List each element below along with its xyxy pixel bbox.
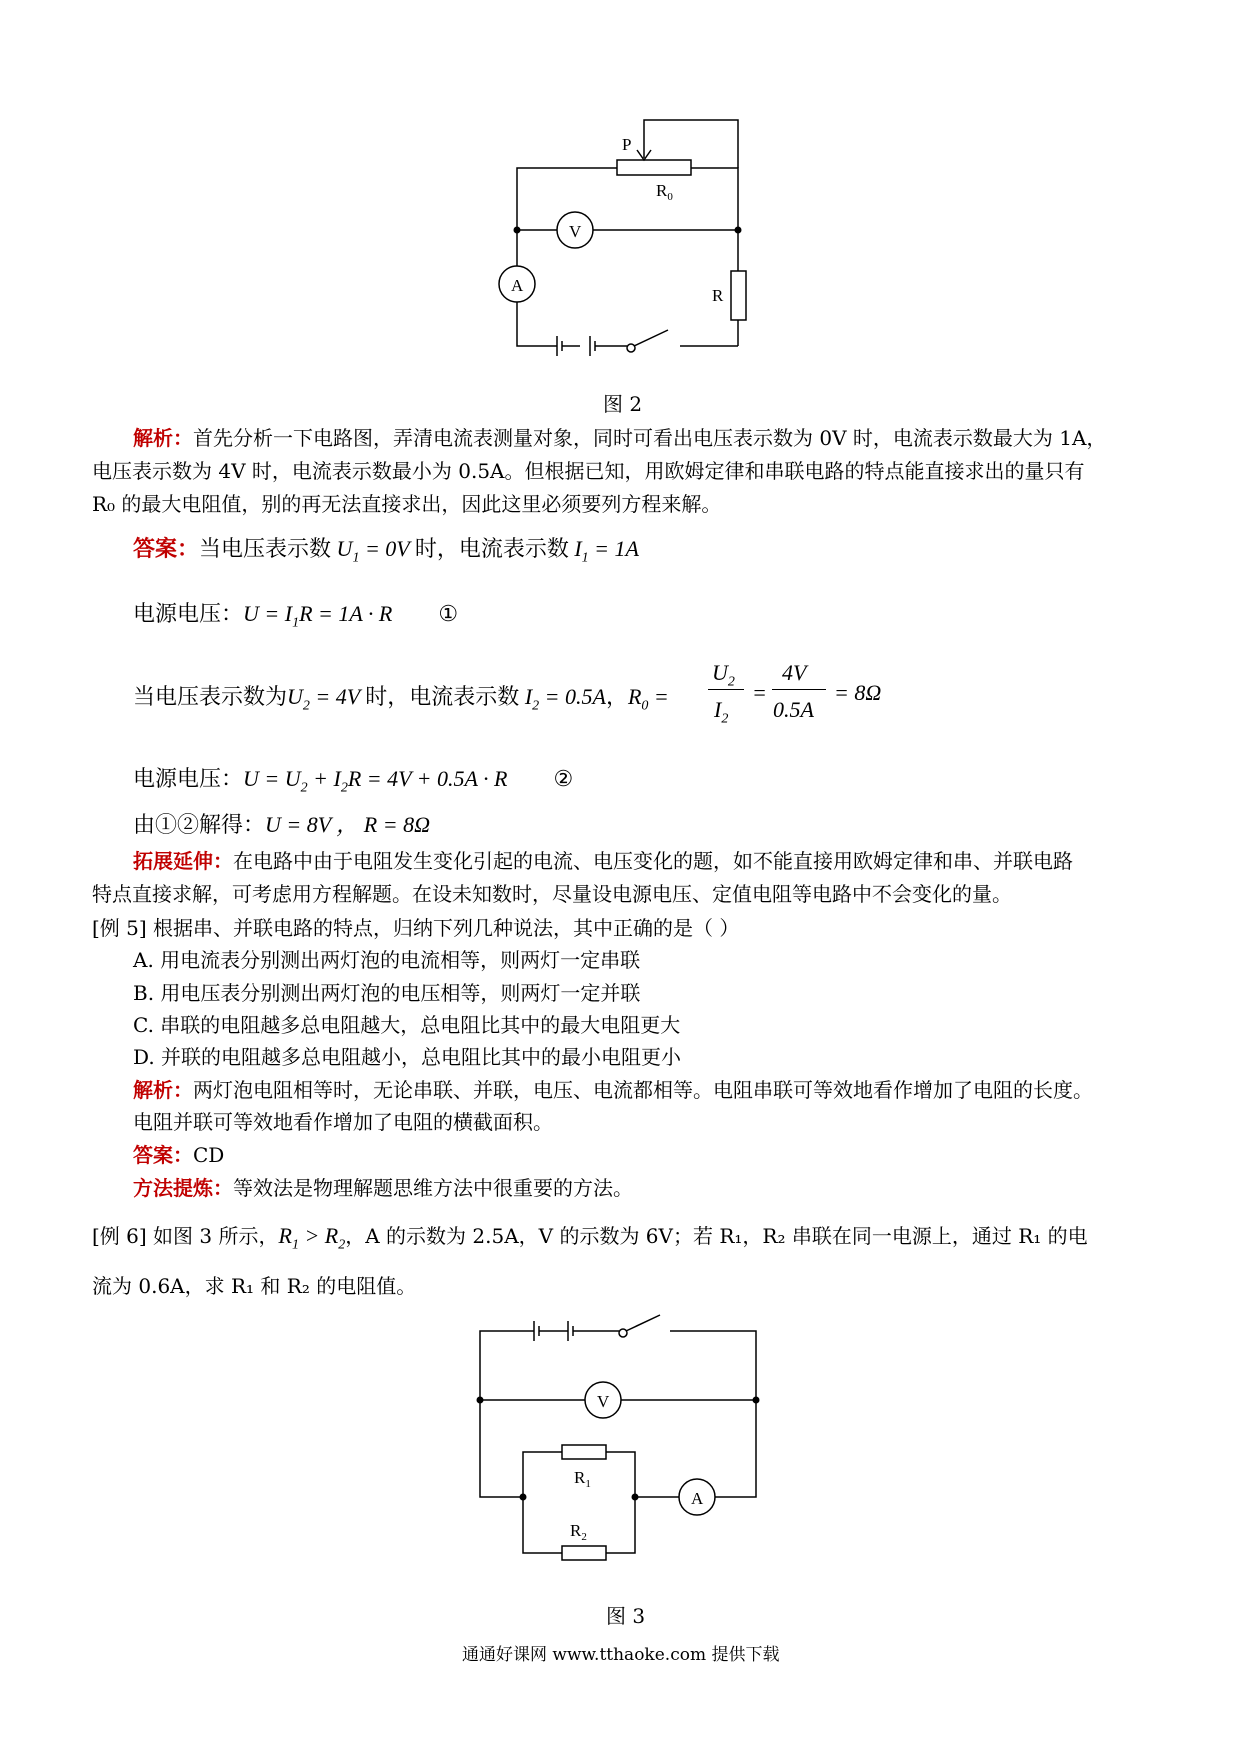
analysis-head: 解析	[133, 426, 173, 450]
label-a: A	[691, 1489, 704, 1508]
frac-bar-1	[708, 689, 744, 690]
example5-analysis-1: 解析：两灯泡电阻相等时，无论串联、并联，电压、电流都相等。电阻串联可等效地看作增加了电阻的长度。	[133, 1078, 1093, 1102]
answer-text-c: 当电压表示数为	[133, 685, 288, 710]
label-a: A	[511, 276, 524, 295]
label-r: R	[712, 286, 724, 305]
rheostat-r0	[617, 160, 691, 175]
answer-head: 答案	[133, 536, 178, 562]
example5-option-b: B. 用电压表分别测出两灯泡的电压相等，则两灯一定并联	[133, 981, 641, 1005]
example6-text-b: ，A 的示数为 2.5A，V 的示数为 6V；若 R₁，R₂ 串联在同一电源上，通过 R₁ 的电	[345, 1224, 1088, 1248]
analysis-1-line-1: 解析：首先分析一下电路图，弄清电流表测量对象，同时可看出电压表示数为 0V 时，电流表示数最大为 1A，	[133, 426, 1107, 450]
answer-text-a: 当电压表示数	[199, 537, 332, 562]
math-u2: $U_2 = 4V$	[287, 684, 366, 714]
label-v: V	[597, 1392, 610, 1411]
answer-eq-2	[133, 762, 573, 796]
mark-2: ②	[553, 767, 574, 792]
example5-option-c: C. 串联的电阻越多总电阻越大，总电阻比其中的最大电阻更大	[133, 1013, 681, 1037]
example5-method-text: 等效法是物理解题思维方法中很重要的方法。	[233, 1176, 633, 1200]
label-v: V	[569, 222, 582, 241]
mark-1: ①	[438, 602, 459, 627]
frac-bar-2	[772, 689, 826, 690]
footer: 通通好课网 www.tthaoke.com 提供下载	[462, 1645, 780, 1665]
example5-answer-text: CD	[193, 1143, 225, 1167]
math-i2: $I_2 = 0.5A$	[519, 684, 606, 714]
frac-u2: $U_2$	[712, 660, 735, 690]
figure3-caption: 图 3	[606, 1604, 646, 1628]
figure2-circuit	[0, 0, 1240, 400]
example5-option-d: D. 并联的电阻越多总电阻越小，总电阻比其中的最小电阻更小	[133, 1045, 682, 1069]
solve-math: U = 8V ， R = 8Ω	[265, 812, 430, 837]
figure3-circuit	[0, 1300, 1240, 1630]
answer-solve	[133, 808, 430, 839]
figure2-caption: 图 2	[603, 392, 643, 416]
example6-text-a: [例 6] 如图 3 所示，	[92, 1224, 279, 1248]
extend-line-1: 拓展延伸：在电路中由于电阻发生变化引起的电流、电压变化的题，如不能直接用欧姆定律和串、并联电路	[133, 849, 1073, 873]
eq-label-2: 电源电压：	[133, 767, 244, 792]
answer-line-3: 当电压表示数为$U_2 = 4V$ 时，电流表示数 $I_2 = 0.5A$，$R_0$ =	[133, 684, 669, 714]
answer-1-line-1: 答案：当电压表示数 $U_1 = 0V$ 时，电流表示数 $I_1 = 1A$	[133, 536, 639, 566]
math-eq2: $U = U_2 + I_2R = 4V + 0.5A \cdot R$	[243, 766, 508, 796]
eq-label-1: 电源电压：	[133, 602, 244, 627]
example5-method: 方法提炼：等效法是物理解题思维方法中很重要的方法。	[133, 1176, 633, 1200]
extend-line-2: 特点直接求解，可考虑用方程解题。在设未知数时，尽量设电源电压、定值电阻等电路中不会变化的量。	[92, 882, 1012, 906]
example5-analysis-text: 两灯泡电阻相等时，无论串联、并联，电压、电流都相等。电阻串联可等效地看作增加了电阻的长度。	[193, 1078, 1093, 1102]
resistor-r2	[562, 1546, 606, 1560]
analysis-text-1: 首先分析一下电路图，弄清电流表测量对象，同时可看出电压表示数为 0V 时，电流表示数最大为 1A，	[193, 426, 1107, 450]
resistor-r	[731, 271, 746, 320]
label-r0: $R_0$	[656, 181, 673, 203]
extend-head: 拓展延伸	[133, 849, 213, 873]
analysis-1-line-2: 电压表示数为 4V 时，电流表示数最小为 0.5A。但根据已知，用欧姆定律和串联电路的特点能直接求出的量只有	[92, 459, 1085, 483]
frac-4v: 4V	[782, 660, 807, 685]
math-i1: $I_1 = 1A$	[568, 536, 639, 566]
example6-line-2: 流为 0.6A，求 R₁ 和 R₂ 的电阻值。	[92, 1274, 417, 1298]
example5-option-a: A. 用电流表分别测出两灯泡的电流相等，则两灯一定串联	[133, 948, 641, 972]
example5-answer-head: 答案	[133, 1143, 173, 1167]
solve-text: 由①②解得：	[133, 813, 266, 838]
math-eq1: $U = I_1R = 1A \cdot R$	[243, 601, 393, 631]
answer-eq-1	[133, 597, 458, 631]
frac-05a: 0.5A	[773, 697, 814, 722]
example6-line-1	[92, 1220, 1088, 1253]
answer-text-b: 时，电流表示数	[414, 537, 569, 562]
label-r2: $R_2$	[570, 1521, 587, 1543]
label-p: P	[622, 135, 632, 154]
example5-stem: [例 5] 根据串、并联电路的特点，归纳下列几种说法，其中正确的是（ ）	[92, 916, 740, 940]
resistor-r1	[562, 1445, 606, 1459]
example5-method-head: 方法提炼	[133, 1176, 213, 1200]
example5-answer: 答案：CD	[133, 1143, 225, 1167]
math-r1-gt-r2: $R_1 > R_2$	[278, 1223, 346, 1253]
answer-text-d: 时，电流表示数	[365, 685, 520, 710]
math-r0: $R_0$ =	[627, 684, 669, 714]
example5-analysis-2: 电阻并联可等效地看作增加了电阻的横截面积。	[133, 1110, 553, 1134]
math-8ohm: = 8Ω	[834, 680, 882, 705]
label-r1: $R_1$	[574, 1468, 591, 1490]
math-eqsign: =	[752, 680, 767, 705]
example5-analysis-head: 解析	[133, 1078, 173, 1102]
frac-i2: $I_2$	[714, 697, 729, 727]
extend-text-1: 在电路中由于电阻发生变化引起的电流、电压变化的题，如不能直接用欧姆定律和串、并联电路	[233, 849, 1073, 873]
analysis-1-line-3: R₀ 的最大电阻值，别的再无法直接求出，因此这里必须要列方程来解。	[92, 492, 722, 516]
math-u1: $U_1 = 0V$	[331, 536, 415, 566]
